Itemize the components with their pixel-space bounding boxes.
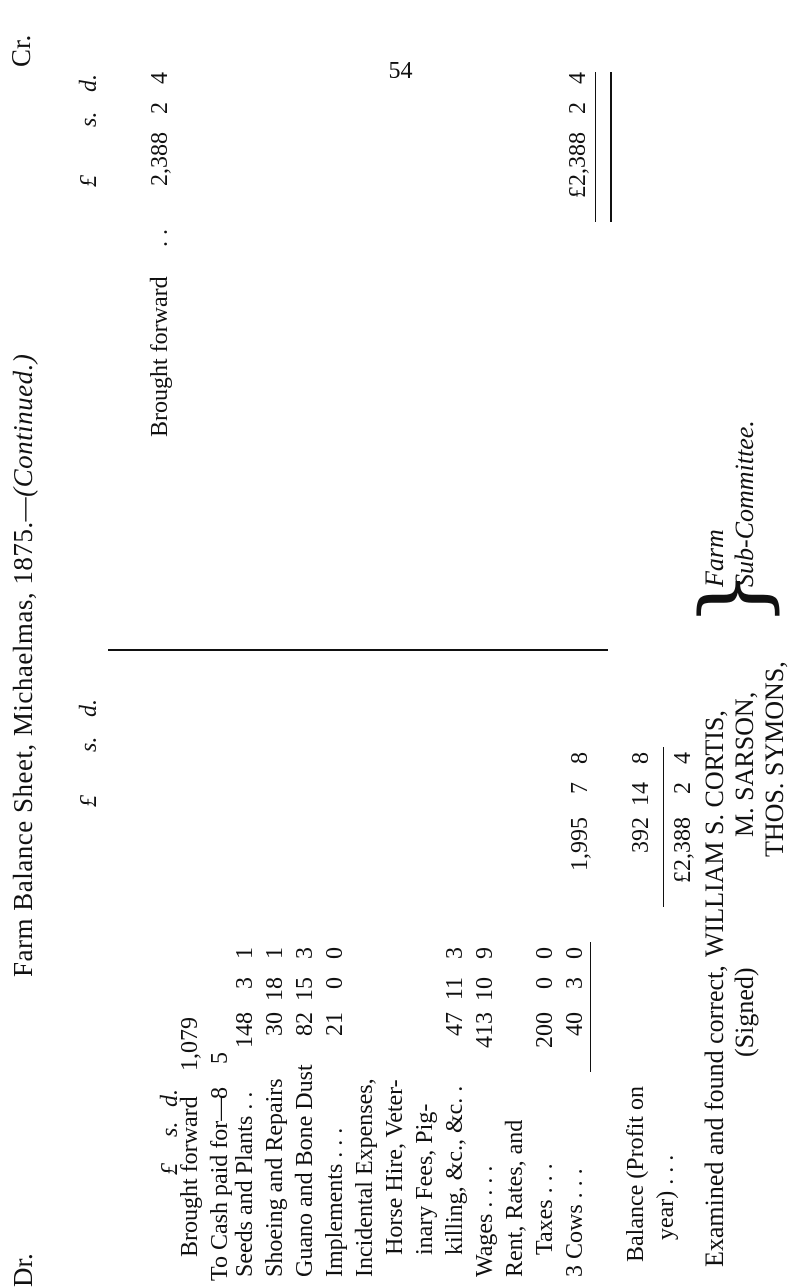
credit-total-shillings: 2 xyxy=(565,102,591,114)
balance-pence: 8 xyxy=(628,752,654,764)
committee-farm: Farm xyxy=(700,529,729,587)
credit-brought-forward-pence: 4 xyxy=(147,72,173,84)
debit-sub-shilling-header: s. xyxy=(157,1121,183,1137)
item-wages: Wages . . . . xyxy=(472,1165,498,1277)
debit-brought-forward-pounds: 1,079 xyxy=(177,1017,203,1071)
item-implements: Implements . . . xyxy=(322,1127,348,1277)
debit-pence-header: d. xyxy=(76,699,102,717)
to-cash-label: To Cash paid for— xyxy=(207,1096,233,1281)
debit-total-pounds: £2,388 xyxy=(670,817,696,883)
item-rent: Rent, Rates, and xyxy=(502,1119,528,1277)
debit-brought-forward-pence: 5 xyxy=(207,1052,233,1064)
sum-wages-pounds: 413 xyxy=(472,1012,498,1048)
page-number: 54 xyxy=(388,58,413,84)
debit-brought-forward-shillings: 8 xyxy=(207,1087,233,1099)
signer-cortis: WILLIAM S. CORTIS, xyxy=(700,710,729,957)
debit-pound-header: £ xyxy=(76,795,102,807)
credit-total-rule-bottom xyxy=(610,72,612,222)
sum-wages-shillings: 10 xyxy=(472,977,498,1001)
sum-rent-pounds: 200 xyxy=(532,1012,558,1048)
credit-total-pence: 4 xyxy=(565,72,591,84)
sum-shoeing-pence: 1 xyxy=(262,947,288,959)
signer-sarson: M. SARSON, xyxy=(730,691,759,837)
sum-seeds-shillings: 3 xyxy=(232,977,258,989)
balance-shillings: 14 xyxy=(628,782,654,806)
sum-guano-pence: 3 xyxy=(292,947,318,959)
cr-label: Cr. xyxy=(6,34,36,67)
sum-incidental-shillings: 11 xyxy=(442,977,468,1001)
item-shoeing: Shoeing and Repairs xyxy=(262,1078,288,1277)
credit-total-rule-top xyxy=(595,72,596,222)
debit-sub-pound-header: £ xyxy=(157,1163,183,1175)
debit-sub-pence-header: d. xyxy=(157,1089,183,1107)
debit-total-rule-top xyxy=(663,747,664,907)
sum-shoeing-shillings: 18 xyxy=(262,977,288,1001)
credit-pence-header: d. xyxy=(76,74,102,92)
balance-label: Balance (Profit on xyxy=(623,1086,649,1262)
balance-label-2: year) . . . xyxy=(653,1154,679,1240)
signed-text: (Signed) xyxy=(730,967,759,1057)
debit-total-shillings: 2 xyxy=(670,782,696,794)
sum-rent-pence: 0 xyxy=(532,947,558,959)
item-incidental: Incidental Expenses, xyxy=(352,1078,378,1277)
debit-sub-sums-2 xyxy=(160,652,620,1072)
sum-cows-shillings: 3 xyxy=(562,977,588,989)
signer-symons: THOS. SYMONS, xyxy=(760,661,789,857)
item-horse-hire-2: inary Fees, Pig- xyxy=(412,1103,438,1255)
credit-total-pounds: £2,388 xyxy=(565,132,591,198)
sum-guano-pounds: 82 xyxy=(292,1012,318,1036)
sum-cows-pounds: 40 xyxy=(562,1012,588,1036)
item-cows: 3 Cows . . . xyxy=(562,1168,588,1277)
sheet-title: Farm Balance Sheet, Michaelmas, 1875.—(Continued.) xyxy=(8,353,38,977)
item-rent-2: Taxes . . . xyxy=(532,1163,558,1255)
signature-brace: } xyxy=(682,569,787,627)
sum-cows-pence: 0 xyxy=(562,947,588,959)
sum-guano-shillings: 15 xyxy=(292,977,318,1001)
sum-implements-pounds: 21 xyxy=(322,1012,348,1036)
sum-shoeing-pounds: 30 xyxy=(262,1012,288,1036)
item-guano: Guano and Bone Dust xyxy=(292,1064,318,1277)
sum-incidental-pounds: 47 xyxy=(442,1012,468,1036)
subtotal-rule xyxy=(590,942,591,1072)
sum-implements-pence: 0 xyxy=(322,947,348,959)
item-horse-hire: Horse Hire, Veter- xyxy=(382,1079,408,1255)
committee-sub: Sub-Committee. xyxy=(730,420,759,587)
credit-brought-forward-pounds: 2,388 xyxy=(147,132,173,186)
credit-brought-forward-label: Brought forward xyxy=(147,276,173,437)
debit-shilling-header: s. xyxy=(76,736,102,752)
credit-brought-forward-shillings: 2 xyxy=(147,102,173,114)
sum-implements-shillings: 0 xyxy=(322,977,348,989)
balance-pounds: 392 xyxy=(628,817,654,853)
center-divider xyxy=(108,649,608,651)
credit-brought-forward-leader: . . xyxy=(147,229,173,247)
dr-label: Dr. xyxy=(8,1253,38,1287)
credit-shilling-header: s. xyxy=(76,111,102,127)
subtotal-pence: 8 xyxy=(567,752,593,764)
sum-rent-shillings: 0 xyxy=(532,977,558,989)
sum-seeds-pounds: 148 xyxy=(232,1012,258,1048)
item-seeds: Seeds and Plants . . xyxy=(232,1091,258,1277)
debit-brought-forward-label: Brought forward xyxy=(177,1096,203,1257)
subtotal-pounds: 1,995 xyxy=(567,817,593,871)
debit-total-pence: 4 xyxy=(670,752,696,764)
sum-incidental-pence: 3 xyxy=(442,947,468,959)
credit-pound-header: £ xyxy=(76,175,102,187)
sum-seeds-pence: 1 xyxy=(232,947,258,959)
sum-wages-pence: 9 xyxy=(472,947,498,959)
examined-text: Examined and found correct, xyxy=(700,965,729,1267)
subtotal-shillings: 7 xyxy=(567,782,593,794)
item-horse-hire-3: killing, &c., &c. . xyxy=(442,1085,468,1255)
